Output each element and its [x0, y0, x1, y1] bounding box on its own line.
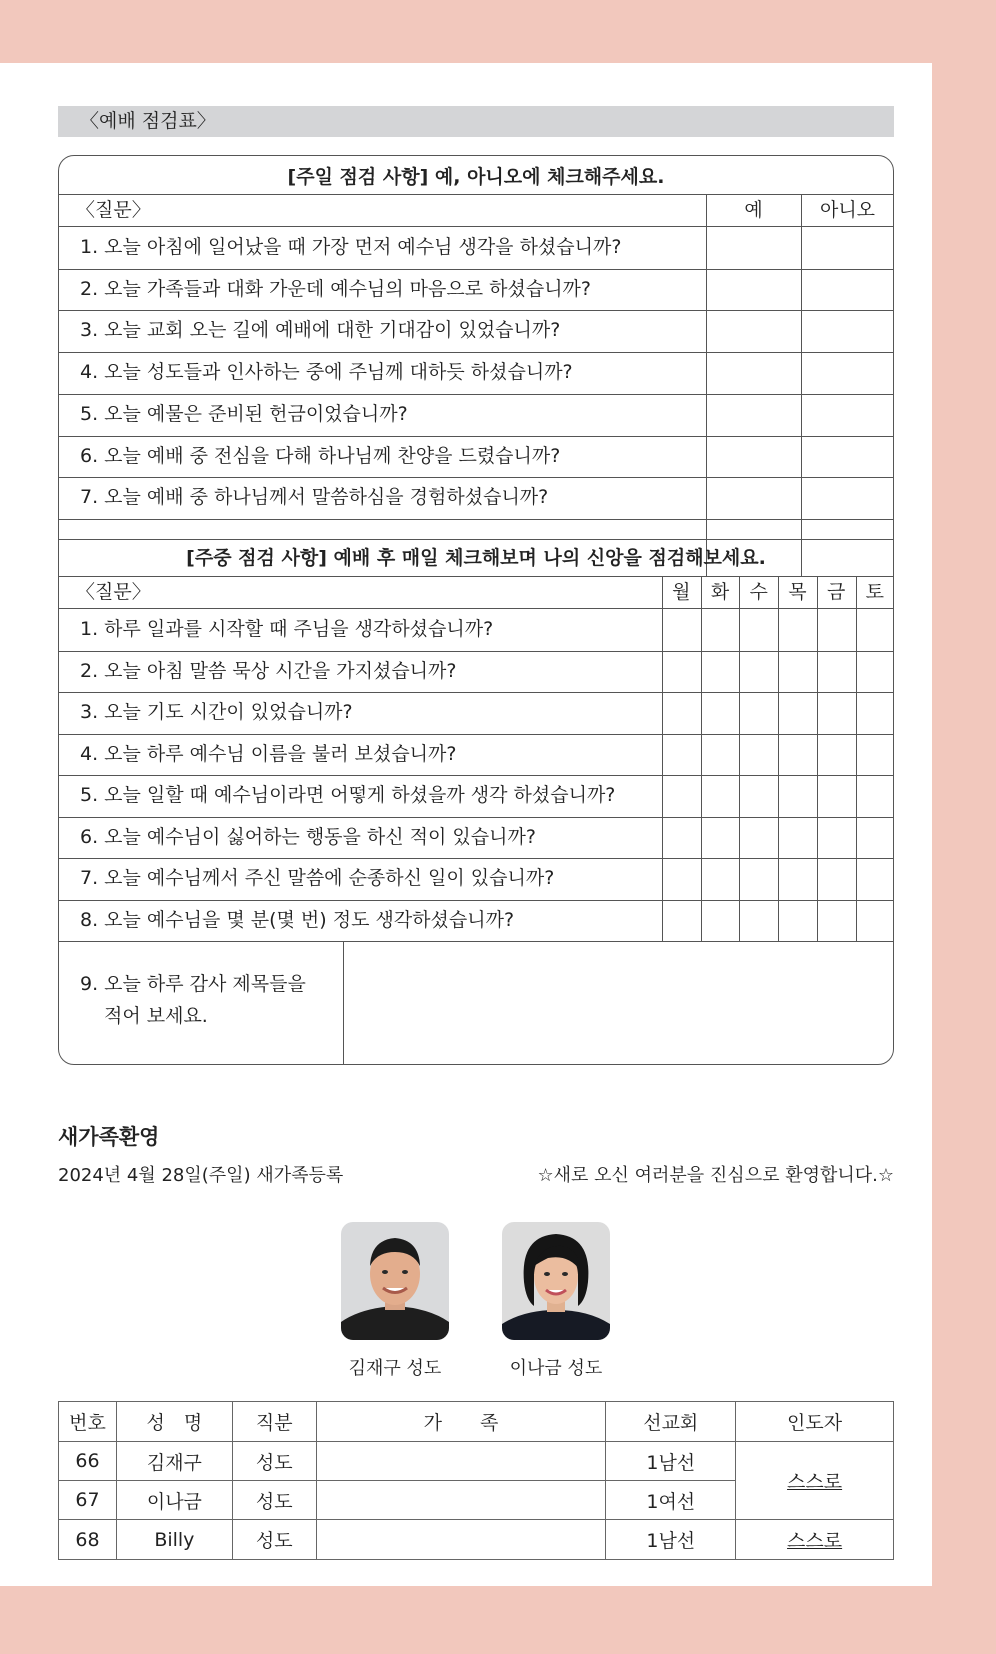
- row-family: [316, 1481, 606, 1520]
- day-header-2: 수: [749, 581, 768, 603]
- weekday-checkbox-3-2[interactable]: [740, 693, 777, 733]
- weekday-checkbox-2-0[interactable]: [663, 652, 700, 692]
- weekday-checkbox-6-3[interactable]: [779, 818, 816, 858]
- day-header-3: 목: [788, 581, 807, 603]
- weekday-checkbox-1-4[interactable]: [818, 610, 855, 650]
- sunday-no-checkbox-5[interactable]: [802, 395, 893, 435]
- weekday-checkbox-4-1[interactable]: [702, 735, 739, 775]
- weekday-checkbox-8-2[interactable]: [740, 901, 777, 941]
- weekday-checkbox-7-5[interactable]: [857, 859, 894, 899]
- sunday-yes-checkbox-4[interactable]: [707, 353, 801, 393]
- sunday-yes-checkbox-7[interactable]: [707, 478, 801, 518]
- weekday-checkbox-1-3[interactable]: [779, 610, 816, 650]
- weekday-checkbox-5-1[interactable]: [702, 776, 739, 816]
- weekday-checkbox-8-1[interactable]: [702, 901, 739, 941]
- weekday-header: [주중 점검 사항] 예배 후 매일 체크해보며 나의 신앙을 점검해보세요.: [186, 547, 766, 569]
- weekday-checkbox-5-3[interactable]: [779, 776, 816, 816]
- row-family: [316, 1520, 606, 1560]
- row-guide-merged: [736, 1442, 894, 1520]
- guide-text: 스스로: [787, 1530, 843, 1552]
- q9-line2: 적어 보세요.: [104, 1005, 208, 1027]
- col-header-name: 성 명: [116, 1402, 232, 1442]
- sunday-question-1: 1. 오늘 아침에 일어났을 때 가장 먼저 예수님 생각을 하셨습니까?: [80, 236, 622, 258]
- photo-caption-1: 김재구 성도: [348, 1358, 442, 1379]
- weekday-question-5: 5. 오늘 일할 때 예수님이라면 어떻게 하셨을까 생각 하셨습니까?: [80, 784, 616, 806]
- weekday-checkbox-4-4[interactable]: [818, 735, 855, 775]
- guide-text: 스스로: [787, 1471, 843, 1493]
- weekday-question-label: 〈질문〉: [76, 581, 151, 603]
- sunday-question-2: 2. 오늘 가족들과 대화 가운데 예수님의 마음으로 하셨습니까?: [80, 277, 591, 300]
- sunday-no-checkbox-4[interactable]: [802, 353, 893, 393]
- weekday-checkbox-2-4[interactable]: [818, 652, 855, 692]
- weekday-checkbox-1-0[interactable]: [663, 610, 700, 650]
- col-header-mission: 선교회: [606, 1402, 736, 1442]
- row-role: 성도: [232, 1520, 316, 1560]
- sunday-no-checkbox-6[interactable]: [802, 437, 893, 477]
- row-no: 67: [59, 1481, 117, 1520]
- sunday-no-checkbox-1[interactable]: [802, 228, 893, 268]
- weekday-checkbox-5-4[interactable]: [818, 776, 855, 816]
- day-header-4: 금: [826, 581, 846, 603]
- weekday-checkbox-5-0[interactable]: [663, 776, 700, 816]
- row-name: 이나금: [116, 1481, 232, 1520]
- day-header-0: 월: [672, 581, 691, 603]
- row-no: 68: [59, 1520, 117, 1560]
- day-header-5: 토: [865, 581, 885, 603]
- sunday-question-5: 5. 오늘 예물은 준비된 헌금이었습니까?: [80, 402, 408, 425]
- row-family: [316, 1442, 606, 1481]
- page: [0, 63, 932, 1586]
- weekday-checkbox-6-2[interactable]: [740, 818, 777, 858]
- photo-woman: [502, 1222, 610, 1340]
- welcome-message: ☆새로 오신 여러분을 진심으로 환영합니다.☆: [537, 1165, 894, 1186]
- weekday-checkbox-1-1[interactable]: [702, 610, 739, 650]
- weekday-question-6: 6. 오늘 예수님이 싫어하는 행동을 하신 적이 있습니까?: [80, 825, 536, 848]
- weekday-checkbox-5-2[interactable]: [740, 776, 777, 816]
- weekday-checkbox-8-0[interactable]: [663, 901, 700, 941]
- weekday-checkbox-4-2[interactable]: [740, 735, 777, 775]
- weekday-checkbox-6-5[interactable]: [857, 818, 894, 858]
- row-mission: 1남선: [606, 1442, 736, 1481]
- q9-answer-area[interactable]: [344, 942, 892, 1062]
- sunday-yes-checkbox-2[interactable]: [707, 270, 801, 310]
- section-title: 〈예배 점검표〉: [58, 106, 894, 137]
- sunday-header: [주일 점검 사항] 예, 아니오에 체크해주세요.: [287, 166, 665, 188]
- sunday-yes-checkbox-6[interactable]: [707, 437, 801, 477]
- weekday-checkbox-3-3[interactable]: [779, 693, 816, 733]
- weekday-checkbox-8-5[interactable]: [857, 901, 894, 941]
- sunday-question-6: 6. 오늘 예배 중 전심을 다해 하나님께 찬양을 드렸습니까?: [80, 444, 561, 467]
- weekday-checkbox-7-3[interactable]: [779, 859, 816, 899]
- col-header-family: 가 족: [316, 1402, 606, 1442]
- sunday-yes-checkbox-5[interactable]: [707, 395, 801, 435]
- photo-caption-2: 이나금 성도: [509, 1358, 603, 1379]
- weekday-checkbox-6-0[interactable]: [663, 818, 700, 858]
- row-role: 성도: [232, 1442, 316, 1481]
- weekday-checkbox-3-4[interactable]: [818, 693, 855, 733]
- sunday-question-label: 〈질문〉: [76, 199, 151, 221]
- weekday-checkbox-2-3[interactable]: [779, 652, 816, 692]
- weekday-checkbox-3-0[interactable]: [663, 693, 700, 733]
- sunday-no-checkbox-3[interactable]: [802, 311, 893, 351]
- row-guide: [736, 1520, 894, 1560]
- weekday-checkbox-8-3[interactable]: [779, 901, 816, 941]
- no-label: 아니오: [819, 199, 876, 221]
- day-header-1: 화: [710, 581, 730, 603]
- weekday-checkbox-4-3[interactable]: [779, 735, 816, 775]
- table-row: [59, 1520, 894, 1560]
- weekday-checkbox-7-1[interactable]: [702, 859, 739, 899]
- weekday-checkbox-5-5[interactable]: [857, 776, 894, 816]
- weekday-checkbox-2-2[interactable]: [740, 652, 777, 692]
- col-header-guide: 인도자: [736, 1402, 894, 1442]
- row-name: Billy: [116, 1520, 232, 1560]
- col-header-role: 직분: [232, 1402, 316, 1442]
- row-mission: 1남선: [606, 1520, 736, 1560]
- weekday-checkbox-7-4[interactable]: [818, 859, 855, 899]
- weekday-question-2: 2. 오늘 아침 말씀 묵상 시간을 가지셨습니까?: [80, 659, 457, 682]
- row-no: 66: [59, 1442, 117, 1481]
- row-mission: 1여선: [606, 1481, 736, 1520]
- weekday-question-4: 4. 오늘 하루 예수님 이름을 불러 보셨습니까?: [80, 742, 457, 765]
- sunday-yes-checkbox-3[interactable]: [707, 311, 801, 351]
- sunday-question-4: 4. 오늘 성도들과 인사하는 중에 주님께 대하듯 하셨습니까?: [80, 361, 573, 384]
- weekday-checkbox-7-0[interactable]: [663, 859, 700, 899]
- weekday-question-8: 8. 오늘 예수님을 몇 분(몇 번) 정도 생각하셨습니까?: [80, 908, 515, 931]
- weekday-checkbox-2-5[interactable]: [857, 652, 894, 692]
- weekday-question-7: 7. 오늘 예수님께서 주신 말씀에 순종하신 일이 있습니까?: [80, 867, 555, 889]
- weekday-checkbox-8-4[interactable]: [818, 901, 855, 941]
- weekday-checkbox-6-1[interactable]: [702, 818, 739, 858]
- col-header-no: 번호: [59, 1402, 117, 1442]
- row-name: 김재구: [116, 1442, 232, 1481]
- weekday-checkbox-4-0[interactable]: [663, 735, 700, 775]
- registration-date: 2024년 4월 28일(주일) 새가족등록: [58, 1165, 344, 1186]
- weekday-question-3: 3. 오늘 기도 시간이 있었습니까?: [80, 701, 353, 723]
- row-role: 성도: [232, 1481, 316, 1520]
- q9-line1: 9. 오늘 하루 감사 제목들을: [80, 973, 306, 995]
- new-family-title: 새가족환영: [58, 1125, 160, 1149]
- weekday-checkbox-2-1[interactable]: [702, 652, 739, 692]
- weekday-checkbox-6-4[interactable]: [818, 818, 855, 858]
- weekday-question-1: 1. 하루 일과를 시작할 때 주님을 생각하셨습니까?: [80, 618, 494, 640]
- registration-table: [58, 1401, 894, 1560]
- photo-man: [341, 1222, 449, 1340]
- weekday-checkbox-4-5[interactable]: [857, 735, 894, 775]
- weekday-checkbox-3-5[interactable]: [857, 693, 894, 733]
- table-row: [59, 1442, 894, 1481]
- sunday-question-7: 7. 오늘 예배 중 하나님께서 말씀하심을 경험하셨습니까?: [80, 486, 549, 509]
- weekday-checkbox-1-2[interactable]: [740, 610, 777, 650]
- sunday-question-3: 3. 오늘 교회 오는 길에 예배에 대한 기대감이 있었습니까?: [80, 319, 561, 342]
- sunday-no-checkbox-2[interactable]: [802, 270, 893, 310]
- sunday-no-checkbox-7[interactable]: [802, 478, 893, 518]
- weekday-checkbox-3-1[interactable]: [702, 693, 739, 733]
- sunday-yes-checkbox-1[interactable]: [707, 228, 801, 268]
- weekday-checkbox-1-5[interactable]: [857, 610, 894, 650]
- yes-label: 예: [744, 199, 763, 221]
- weekday-checkbox-7-2[interactable]: [740, 859, 777, 899]
